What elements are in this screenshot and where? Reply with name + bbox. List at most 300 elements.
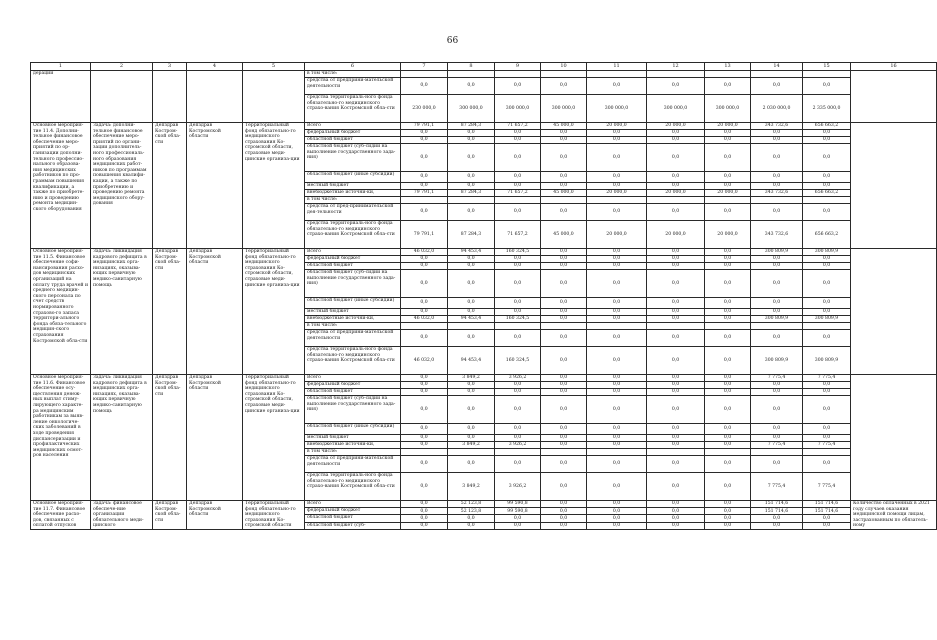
amount-cell: 0,0 xyxy=(803,172,851,183)
amount-cell: 0,0 xyxy=(705,144,751,172)
amount-cell: 0,0 xyxy=(705,309,751,316)
amount-cell xyxy=(803,449,851,456)
source-label: в том числе: xyxy=(305,71,401,78)
amount-cell: 0,0 xyxy=(647,396,705,424)
amount-cell: 300 809,9 xyxy=(803,347,851,375)
amount-cell: 0,0 xyxy=(647,270,705,298)
amount-cell: 0,0 xyxy=(647,316,705,323)
source-label: средства от предприни-мательской деятельности xyxy=(305,330,401,347)
page-number: 66 xyxy=(446,36,459,46)
participants: Территориальный фонд обязательно-го медицинского страхования Ко-стромской области xyxy=(243,501,305,530)
amount-cell: 0,0 xyxy=(541,130,587,137)
amount-cell xyxy=(647,449,705,456)
amount-cell: 87 284,3 xyxy=(448,221,495,249)
amount-cell: 0,0 xyxy=(647,508,705,515)
amount-cell: 0,0 xyxy=(495,130,541,137)
amount-cell: 0,0 xyxy=(448,382,495,389)
amount-cell: 0,0 xyxy=(541,501,587,508)
amount-cell: 20 000,0 xyxy=(647,221,705,249)
amount-cell: 300 000,0 xyxy=(705,95,751,123)
amount-cell: 0,0 xyxy=(495,456,541,473)
amount-cell: 0,0 xyxy=(401,309,448,316)
amount-cell: 0,0 xyxy=(803,424,851,435)
amount-cell: 0,0 xyxy=(495,263,541,270)
source-label: федеральный бюджет xyxy=(305,130,401,137)
amount-cell: 0,0 xyxy=(647,382,705,389)
amount-cell: 0,0 xyxy=(541,298,587,309)
amount-cell: 0,0 xyxy=(495,270,541,298)
amount-cell: 7 775,4 xyxy=(803,473,851,501)
amount-cell: 0,0 xyxy=(803,256,851,263)
amount-cell: 0,0 xyxy=(751,263,803,270)
amount-cell: 0,0 xyxy=(751,309,803,316)
amount-cell: 0,0 xyxy=(495,382,541,389)
amount-cell: 300 809,9 xyxy=(803,249,851,256)
amount-cell: 0,0 xyxy=(647,249,705,256)
source-label: областной бюджет (суб- xyxy=(305,522,401,529)
amount-cell: 0,0 xyxy=(401,137,448,144)
amount-cell: 0,0 xyxy=(803,144,851,172)
amount-cell: 0,0 xyxy=(541,456,587,473)
amount-cell: 0,0 xyxy=(751,515,803,522)
amount-cell: 3 849,2 xyxy=(448,375,495,382)
source-label: средства территориаль-ного фонда обязательно-го медицинского страхо-вания Костромской обла-сти xyxy=(305,95,401,123)
amount-cell: 0,0 xyxy=(587,501,647,508)
amount-cell: 0,0 xyxy=(401,183,448,190)
responsible-executor: Депздрав Костром-ской обла-сти xyxy=(153,501,187,530)
amount-cell: 20 000,0 xyxy=(587,123,647,130)
source-label: местный бюджет xyxy=(305,309,401,316)
amount-cell: 0,0 xyxy=(541,435,587,442)
amount-cell: 656 663,2 xyxy=(803,123,851,130)
amount-cell: 0,0 xyxy=(587,382,647,389)
amount-cell: 0,0 xyxy=(401,256,448,263)
amount-cell: 0,0 xyxy=(587,144,647,172)
source-label: областной бюджет (иные субсидии) xyxy=(305,172,401,183)
amount-cell xyxy=(587,449,647,456)
amount-cell: 0,0 xyxy=(541,382,587,389)
measure-title: Основное мероприя-тие 11.7. Финансовое обеспечение расхо-дов, связанных с оплатой отпусков xyxy=(31,501,91,530)
amount-cell xyxy=(705,197,751,204)
amount-cell: 0,0 xyxy=(803,382,851,389)
amount-cell: 0,0 xyxy=(495,330,541,347)
source-label: областной бюджет (иные субсидии) xyxy=(305,298,401,309)
responsible-executor: Депздрав Костром-ской обла-сти xyxy=(153,375,187,501)
amount-cell: 0,0 xyxy=(751,172,803,183)
amount-cell: 160 324,5 xyxy=(495,347,541,375)
amount-cell: 0,0 xyxy=(647,473,705,501)
column-number: 5 xyxy=(243,63,305,71)
amount-cell: 0,0 xyxy=(751,270,803,298)
empty-cell xyxy=(187,71,243,123)
amount-cell: 0,0 xyxy=(587,183,647,190)
amount-cell: 0,0 xyxy=(705,316,751,323)
source-label: Всего xyxy=(305,249,401,256)
amount-cell: 0,0 xyxy=(541,424,587,435)
source-label: федеральный бюджет xyxy=(305,508,401,515)
amount-cell: 20 000,0 xyxy=(587,190,647,197)
amount-cell: 0,0 xyxy=(541,473,587,501)
amount-cell: 0,0 xyxy=(448,270,495,298)
amount-cell: 87 284,3 xyxy=(448,190,495,197)
coordinator: Депздрав Костромской области xyxy=(187,375,243,501)
amount-cell: 0,0 xyxy=(705,389,751,396)
source-label: средства территориаль-ного фонда обязательно-го медицинского страхо-вания Костромской обла-сти xyxy=(305,347,401,375)
source-label: федеральный бюджет xyxy=(305,382,401,389)
amount-cell: 0,0 xyxy=(647,375,705,382)
amount-cell: 0,0 xyxy=(647,204,705,221)
amount-cell: 3 926,2 xyxy=(495,442,541,449)
amount-cell: 300 000,0 xyxy=(448,95,495,123)
source-label: областной бюджет (суб-сидии на выполнение государственного зада-ния) xyxy=(305,270,401,298)
amount-cell: 0,0 xyxy=(541,183,587,190)
amount-cell: 0,0 xyxy=(705,183,751,190)
amount-cell: 99 590,8 xyxy=(495,508,541,515)
amount-cell: 71 657,2 xyxy=(495,221,541,249)
amount-cell: 0,0 xyxy=(541,137,587,144)
amount-cell: 0,0 xyxy=(647,298,705,309)
amount-cell: 0,0 xyxy=(587,263,647,270)
column-number: 7 xyxy=(401,63,448,71)
source-label: Всего xyxy=(305,375,401,382)
amount-cell xyxy=(587,197,647,204)
amount-cell: 0,0 xyxy=(587,298,647,309)
amount-cell: 0,0 xyxy=(495,424,541,435)
measure-task: Задача: финансовое обеспече-ние организации обязательного меди-цинского xyxy=(91,501,153,530)
amount-cell: 94 453,4 xyxy=(448,316,495,323)
amount-cell: 0,0 xyxy=(495,389,541,396)
amount-cell xyxy=(401,197,448,204)
amount-cell: 0,0 xyxy=(705,263,751,270)
source-label: федеральный бюджет xyxy=(305,256,401,263)
amount-cell: 99 590,8 xyxy=(495,501,541,508)
amount-cell: 0,0 xyxy=(587,473,647,501)
amount-cell: 0,0 xyxy=(803,309,851,316)
amount-cell xyxy=(647,71,705,78)
column-number: 8 xyxy=(448,63,495,71)
amount-cell: 0,0 xyxy=(587,309,647,316)
amount-cell: 0,0 xyxy=(495,522,541,529)
amount-cell: 656 663,2 xyxy=(803,190,851,197)
source-label: в том числе: xyxy=(305,323,401,330)
amount-cell: 0,0 xyxy=(448,435,495,442)
amount-cell: 0,0 xyxy=(705,249,751,256)
amount-cell: 0,0 xyxy=(401,442,448,449)
amount-cell: 0,0 xyxy=(401,330,448,347)
source-label: местный бюджет xyxy=(305,435,401,442)
amount-cell xyxy=(705,449,751,456)
amount-cell: 0,0 xyxy=(705,396,751,424)
amount-cell: 45 000,0 xyxy=(541,221,587,249)
amount-cell xyxy=(751,449,803,456)
source-label: Всего xyxy=(305,501,401,508)
amount-cell: 0,0 xyxy=(587,249,647,256)
empty-cell xyxy=(243,71,305,123)
amount-cell: 0,0 xyxy=(705,172,751,183)
amount-cell: 0,0 xyxy=(448,183,495,190)
amount-cell: 7 775,4 xyxy=(751,442,803,449)
amount-cell: 3 849,2 xyxy=(448,442,495,449)
amount-cell: 79 791,1 xyxy=(401,190,448,197)
amount-cell: 0,0 xyxy=(705,435,751,442)
amount-cell: 0,0 xyxy=(401,78,448,95)
amount-cell: 0,0 xyxy=(495,137,541,144)
amount-cell: 0,0 xyxy=(541,330,587,347)
amount-cell: 0,0 xyxy=(541,508,587,515)
amount-cell: 0,0 xyxy=(495,78,541,95)
amount-cell: 0,0 xyxy=(448,263,495,270)
table-row xyxy=(31,501,937,508)
amount-cell: 0,0 xyxy=(541,309,587,316)
amount-cell: 0,0 xyxy=(541,396,587,424)
amount-cell xyxy=(495,449,541,456)
amount-cell xyxy=(495,197,541,204)
amount-cell: 94 453,4 xyxy=(448,249,495,256)
amount-cell: 0,0 xyxy=(803,78,851,95)
amount-cell: 0,0 xyxy=(587,330,647,347)
amount-cell: 0,0 xyxy=(401,263,448,270)
column-number: 4 xyxy=(187,63,243,71)
column-number: 14 xyxy=(751,63,803,71)
amount-cell: 0,0 xyxy=(401,501,448,508)
amount-cell: 3 926,2 xyxy=(495,473,541,501)
table-row xyxy=(31,71,937,78)
amount-cell: 0,0 xyxy=(751,435,803,442)
amount-cell: 0,0 xyxy=(541,375,587,382)
amount-cell: 0,0 xyxy=(647,501,705,508)
amount-cell: 0,0 xyxy=(401,144,448,172)
amount-cell: 0,0 xyxy=(587,396,647,424)
amount-cell: 0,0 xyxy=(541,263,587,270)
amount-cell: 0,0 xyxy=(495,183,541,190)
amount-cell: 0,0 xyxy=(448,204,495,221)
amount-cell: 0,0 xyxy=(541,522,587,529)
amount-cell: 46 032,0 xyxy=(401,347,448,375)
responsible-executor: Депздрав Костром-ской обла-сти xyxy=(153,123,187,249)
table-row xyxy=(31,375,937,382)
amount-cell xyxy=(803,71,851,78)
amount-cell xyxy=(541,449,587,456)
continued-measure: дерации xyxy=(31,71,91,123)
amount-cell: 0,0 xyxy=(401,522,448,529)
amount-cell: 0,0 xyxy=(448,309,495,316)
amount-cell: 0,0 xyxy=(587,316,647,323)
amount-cell: 0,0 xyxy=(495,172,541,183)
amount-cell: 300 809,9 xyxy=(751,316,803,323)
column-number: 9 xyxy=(495,63,541,71)
amount-cell: 0,0 xyxy=(587,522,647,529)
source-label: Всего xyxy=(305,123,401,130)
amount-cell: 0,0 xyxy=(705,204,751,221)
amount-cell: 52 123,8 xyxy=(448,508,495,515)
amount-cell xyxy=(448,323,495,330)
source-label: средства от пред-принимательской дея-тельности xyxy=(305,204,401,221)
amount-cell: 0,0 xyxy=(401,389,448,396)
amount-cell: 0,0 xyxy=(705,508,751,515)
source-label: областной бюджет xyxy=(305,137,401,144)
coordinator: Депздрав Костромской области xyxy=(187,123,243,249)
amount-cell xyxy=(803,197,851,204)
amount-cell: 45 000,0 xyxy=(541,190,587,197)
amount-cell: 0,0 xyxy=(587,508,647,515)
amount-cell: 0,0 xyxy=(705,330,751,347)
amount-cell: 0,0 xyxy=(587,270,647,298)
amount-cell: 151 714,6 xyxy=(751,501,803,508)
measure-title: Основное мероприя-тие 11.5. Финансовое обеспечение софи-нансирования расхо-дов медицинских организаций на оплату труда врачей и среднего медицин-ского персонала по счет средств нормированного страхово-го запаса территори-ального фонда обяза-тельного медицин-ского страхования Костромской обла-сти xyxy=(31,249,91,375)
amount-cell: 0,0 xyxy=(705,442,751,449)
amount-cell: 52 123,8 xyxy=(448,501,495,508)
amount-cell: 0,0 xyxy=(751,183,803,190)
amount-cell: 0,0 xyxy=(401,456,448,473)
amount-cell: 0,0 xyxy=(705,137,751,144)
amount-cell: 0,0 xyxy=(705,501,751,508)
amount-cell: 0,0 xyxy=(751,78,803,95)
amount-cell: 0,0 xyxy=(401,375,448,382)
source-label: областной бюджет xyxy=(305,263,401,270)
amount-cell: 3 926,2 xyxy=(495,375,541,382)
column-number: 15 xyxy=(803,63,851,71)
source-label: областной бюджет (иные субсидии) xyxy=(305,424,401,435)
amount-cell xyxy=(541,197,587,204)
amount-cell: 0,0 xyxy=(587,435,647,442)
amount-cell: 0,0 xyxy=(647,256,705,263)
source-label: в том числе: xyxy=(305,449,401,456)
amount-cell: 0,0 xyxy=(448,130,495,137)
amount-cell: 0,0 xyxy=(587,172,647,183)
amount-cell: 0,0 xyxy=(647,263,705,270)
amount-cell: 0,0 xyxy=(803,263,851,270)
column-number: 16 xyxy=(851,63,937,71)
amount-cell: 0,0 xyxy=(647,435,705,442)
amount-cell: 0,0 xyxy=(751,389,803,396)
amount-cell: 0,0 xyxy=(647,442,705,449)
amount-cell: 46 032,0 xyxy=(401,249,448,256)
amount-cell: 20 000,0 xyxy=(705,190,751,197)
amount-cell: 0,0 xyxy=(705,424,751,435)
amount-cell: 0,0 xyxy=(751,137,803,144)
amount-cell: 0,0 xyxy=(751,144,803,172)
amount-cell: 0,0 xyxy=(751,256,803,263)
amount-cell: 0,0 xyxy=(751,130,803,137)
amount-cell: 230 000,0 xyxy=(401,95,448,123)
amount-cell: 0,0 xyxy=(705,270,751,298)
source-label: в том числе: xyxy=(305,197,401,204)
amount-cell: 0,0 xyxy=(541,204,587,221)
amount-cell: 0,0 xyxy=(448,515,495,522)
amount-cell: 2 335 000,0 xyxy=(803,95,851,123)
amount-cell: 0,0 xyxy=(647,424,705,435)
column-number: 2 xyxy=(91,63,153,71)
amount-cell: 0,0 xyxy=(448,522,495,529)
measure-task: Задача: ликвидация кадрового дефицита в медицинских орга-низациях, оказыва-ющих первичную медико-санитарную помощь xyxy=(91,249,153,375)
amount-cell: 0,0 xyxy=(541,347,587,375)
amount-cell: 20 000,0 xyxy=(705,221,751,249)
amount-cell: 343 732,6 xyxy=(751,221,803,249)
amount-cell: 0,0 xyxy=(495,144,541,172)
amount-cell: 0,0 xyxy=(647,389,705,396)
amount-cell: 0,0 xyxy=(705,515,751,522)
amount-cell: 0,0 xyxy=(587,375,647,382)
amount-cell: 300 809,9 xyxy=(751,249,803,256)
amount-cell xyxy=(647,323,705,330)
amount-cell: 0,0 xyxy=(448,256,495,263)
amount-cell: 0,0 xyxy=(803,515,851,522)
amount-cell: 0,0 xyxy=(448,298,495,309)
amount-cell: 0,0 xyxy=(448,396,495,424)
amount-cell: 94 453,4 xyxy=(448,347,495,375)
amount-cell: 0,0 xyxy=(587,204,647,221)
amount-cell: 0,0 xyxy=(803,270,851,298)
amount-cell: 0,0 xyxy=(401,396,448,424)
column-number: 1 xyxy=(31,63,91,71)
amount-cell: 0,0 xyxy=(401,382,448,389)
amount-cell: 0,0 xyxy=(448,330,495,347)
amount-cell: 0,0 xyxy=(587,347,647,375)
amount-cell: 0,0 xyxy=(647,183,705,190)
source-label: внебюджетные источни-ки, xyxy=(305,190,401,197)
amount-cell: 71 657,2 xyxy=(495,123,541,130)
column-number: 3 xyxy=(153,63,187,71)
amount-cell: 160 324,5 xyxy=(495,249,541,256)
amount-cell: 0,0 xyxy=(751,456,803,473)
amount-cell: 0,0 xyxy=(705,130,751,137)
indicator-cell xyxy=(851,71,937,123)
source-label: средства территориаль-ного фонда обязательно-го медицинского страхо-вания Костромской обла-сти xyxy=(305,473,401,501)
participants: Территориальный фонд обязательно-го медицинского страхования Ко-стромской области, страховые меди-цинские организа-ции xyxy=(243,123,305,249)
source-label: внебюджетные источни-ки, xyxy=(305,316,401,323)
amount-cell: 0,0 xyxy=(495,256,541,263)
amount-cell: 151 714,6 xyxy=(751,508,803,515)
empty-cell xyxy=(91,71,153,123)
amount-cell: 300 809,9 xyxy=(803,316,851,323)
amount-cell: 0,0 xyxy=(751,330,803,347)
amount-cell: 0,0 xyxy=(587,442,647,449)
amount-cell: 0,0 xyxy=(803,389,851,396)
participants: Территориальный фонд обязательно-го медицинского страхования Ко-стромской области, страховые меди-цинские организа-ции xyxy=(243,249,305,375)
amount-cell: 300 000,0 xyxy=(541,95,587,123)
amount-cell xyxy=(448,197,495,204)
amount-cell: 0,0 xyxy=(647,309,705,316)
amount-cell: 7 775,4 xyxy=(751,375,803,382)
amount-cell: 0,0 xyxy=(803,396,851,424)
amount-cell: 0,0 xyxy=(448,424,495,435)
amount-cell: 0,0 xyxy=(803,522,851,529)
amount-cell: 0,0 xyxy=(803,456,851,473)
column-number: 13 xyxy=(705,63,751,71)
column-number: 11 xyxy=(587,63,647,71)
participants: Территориальный фонд обязательно-го медицинского страхования Ко-стромской области, страховые меди-цинские организа-ции xyxy=(243,375,305,501)
amount-cell: 0,0 xyxy=(448,137,495,144)
amount-cell: 0,0 xyxy=(705,473,751,501)
amount-cell: 20 000,0 xyxy=(647,123,705,130)
amount-cell: 20 000,0 xyxy=(705,123,751,130)
amount-cell: 0,0 xyxy=(495,309,541,316)
amount-cell: 7 775,4 xyxy=(803,375,851,382)
amount-cell: 0,0 xyxy=(541,249,587,256)
amount-cell: 0,0 xyxy=(751,382,803,389)
amount-cell: 0,0 xyxy=(647,130,705,137)
amount-cell: 0,0 xyxy=(705,347,751,375)
amount-cell: 0,0 xyxy=(751,522,803,529)
amount-cell: 0,0 xyxy=(495,204,541,221)
amount-cell: 0,0 xyxy=(751,424,803,435)
amount-cell: 300 000,0 xyxy=(495,95,541,123)
amount-cell: 0,0 xyxy=(803,204,851,221)
amount-cell: 343 732,6 xyxy=(751,190,803,197)
amount-cell: 0,0 xyxy=(647,78,705,95)
amount-cell xyxy=(803,323,851,330)
amount-cell: 0,0 xyxy=(541,515,587,522)
